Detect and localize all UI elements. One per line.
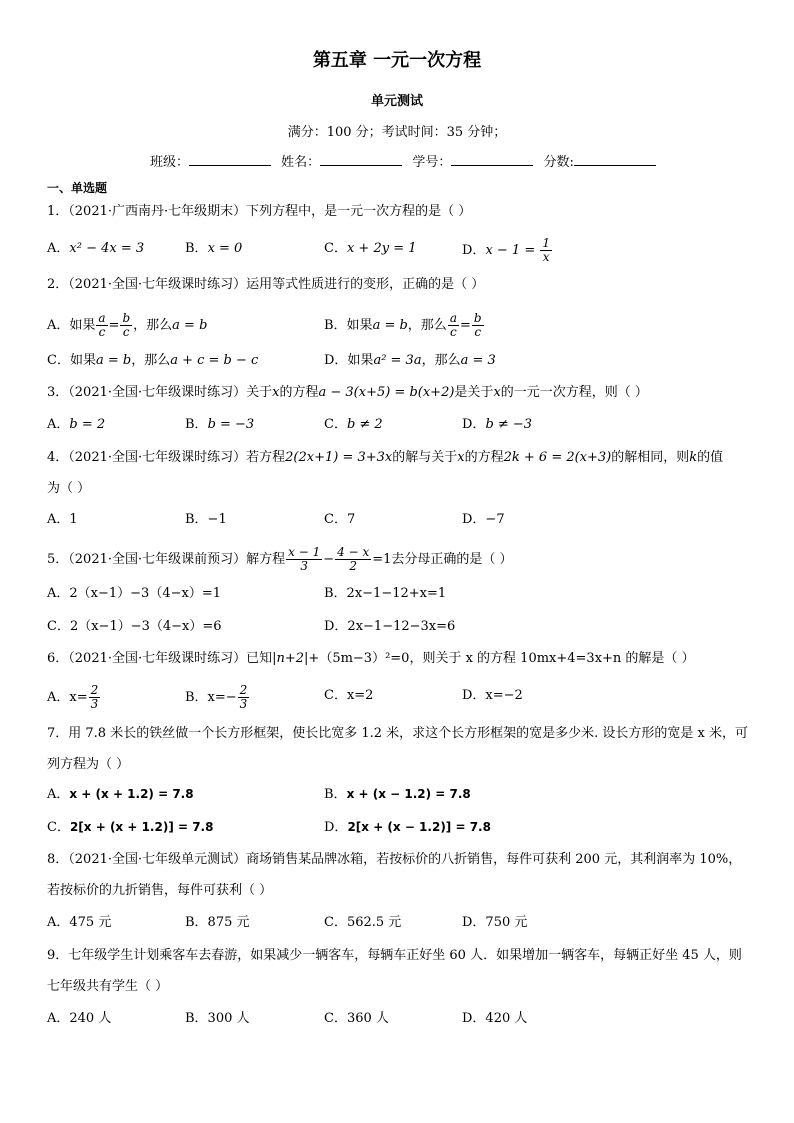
option-b: B．如果a = b，那么 $\frac{a}{c}$ = $\frac{b}{c}$ <box>324 311 482 339</box>
option-b: B．b = −3 <box>185 417 255 432</box>
student-fields <box>150 151 662 170</box>
option-c: C．x + 2y = 1 <box>324 241 417 256</box>
option-d: D．x=−2 <box>462 688 523 703</box>
option-a: A．475 元 <box>47 915 112 930</box>
option-a: A．x + (x + 1.2) = 7.8 <box>47 787 194 802</box>
option-d: D．2[x + (x − 1.2)] = 7.8 <box>324 820 491 835</box>
option-b: B．x = 0 <box>185 241 243 256</box>
option-a: A．x² − 4x = 3 <box>47 241 145 256</box>
question-4-line2: 为（ ） <box>47 481 91 496</box>
question-7: 7．用 7.8 米长的铁丝做一个长方形框架，使长比宽多 1.2 米，求这个长方形框架的宽是多少米. 设长方形的宽是 x 米，可列方程为（ ） <box>47 726 749 772</box>
question-7-options-row1 <box>47 782 752 806</box>
option-c: C．2[x + (x + 1.2)] = 7.8 <box>47 820 214 835</box>
option-b: B．−1 <box>185 512 227 527</box>
option-d: D．−7 <box>462 512 505 527</box>
name-label: 姓名： <box>281 155 321 170</box>
question-2: 2．（2021·全国·七年级课时练习）运用等式性质进行的变形，正确的是（ ） <box>47 277 485 292</box>
score-label: 分数: <box>543 155 574 170</box>
score-blank[interactable] <box>574 152 656 166</box>
question-4: 4．（2021·全国·七年级课时练习）若方程2(2x+1) = 3+3x的解与关于x的方程2k + 6 = 2(x+3)的解相同，则k的值 <box>47 450 724 465</box>
option-b: B．875 元 <box>185 915 250 930</box>
question-7-options-row2 <box>47 815 752 839</box>
option-c: C．7 <box>324 512 356 527</box>
option-a: A．2（x−1）−3（4−x）=1 <box>47 586 221 601</box>
option-d: D．如果a² = 3a，那么a = 3 <box>324 353 496 368</box>
option-c: C．2（x−1）−3（4−x）=6 <box>47 619 222 634</box>
question-9-options <box>47 1007 752 1031</box>
question-3: 3．（2021·全国·七年级课时练习）关于x的方程a − 3(x+5) = b(x+2)是关于x的一元一次方程，则（ ） <box>47 385 648 400</box>
option-c: C．360 人 <box>324 1011 389 1026</box>
question-1-options <box>47 236 752 264</box>
option-c: C．如果a = b，那么a + c = b − c <box>47 353 259 368</box>
option-a: A．b = 2 <box>47 417 106 432</box>
option-b: B．2x−1−12+x=1 <box>324 586 447 601</box>
section-heading: 一、单选题 <box>47 181 108 195</box>
option-c: C．562.5 元 <box>324 915 402 930</box>
student-id-blank[interactable] <box>451 152 533 166</box>
question-1: 1．（2021·广西南丹·七年级期末）下列方程中，是一元一次方程的是（ ） <box>47 204 472 219</box>
option-d: D．420 人 <box>462 1011 528 1026</box>
option-b: B．300 人 <box>185 1011 250 1026</box>
option-d: D．b ≠ −3 <box>462 417 533 432</box>
class-label: 班级： <box>150 155 190 170</box>
option-b: B．x=− $\frac{2}{3}$ <box>185 683 248 711</box>
question-9: 9．七年级学生计划乘客车去春游，如果减少一辆客车，每辆车正好坐 60 人．如果增加一辆客车，每辆正好坐 45 人，则七年级共有学生（ ） <box>47 948 742 994</box>
question-6: 6．（2021·全国·七年级课时练习）已知|n+2|+（5m−3）²=0，则关于 x 的方程 10mx+4=3x+n 的解是（ ） <box>47 651 695 666</box>
question-8-options <box>47 911 752 935</box>
option-a: A．1 <box>47 512 78 527</box>
question-5: 5．（2021·全国·七年级课前预习）解方程 $\frac{x - 1}{3}$ − $\frac{4 - x}{2}$ =1去分母正确的是（ ） <box>47 545 513 573</box>
question-5-options-row1 <box>47 582 752 606</box>
option-a: A．如果 $\frac{a}{c}$ = $\frac{b}{c}$ ，那么a = b <box>47 311 208 339</box>
question-6-options <box>47 683 752 711</box>
option-c: C．b ≠ 2 <box>324 417 383 432</box>
class-blank[interactable] <box>189 152 271 166</box>
question-2-options-row1 <box>47 311 752 339</box>
option-a: A．240 人 <box>47 1011 112 1026</box>
question-4-options <box>47 508 752 532</box>
fraction: $\frac{1}{x}$ <box>542 236 551 264</box>
question-2-options-row2 <box>47 349 752 373</box>
page-subtitle: 单元测试 <box>370 94 423 109</box>
exam-info: 满分：100 分；考试时间：35 分钟； <box>287 125 507 140</box>
option-d: D．2x−1−12−3x=6 <box>324 619 456 634</box>
option-d: D．x − 1 = $\frac{1}{x}$ <box>462 236 551 264</box>
option-c: C．x=2 <box>324 688 374 703</box>
option-d: D．750 元 <box>462 915 528 930</box>
page-title: 第五章 一元一次方程 <box>312 50 482 71</box>
student-id-label: 学号： <box>412 155 452 170</box>
option-b: B．x + (x − 1.2) = 7.8 <box>324 787 471 802</box>
question-3-options <box>47 413 752 437</box>
option-a: A．x= $\frac{2}{3}$ <box>47 683 99 711</box>
question-5-options-row2 <box>47 615 752 639</box>
name-blank[interactable] <box>320 152 402 166</box>
question-8: 8．（2021·全国·七年级单元测试）商场销售某品牌冰箱，若按标价的八折销售，每件可获利 200 元，其利润率为 10%，若按标价的九折销售，每件可获利（ ） <box>47 852 742 898</box>
